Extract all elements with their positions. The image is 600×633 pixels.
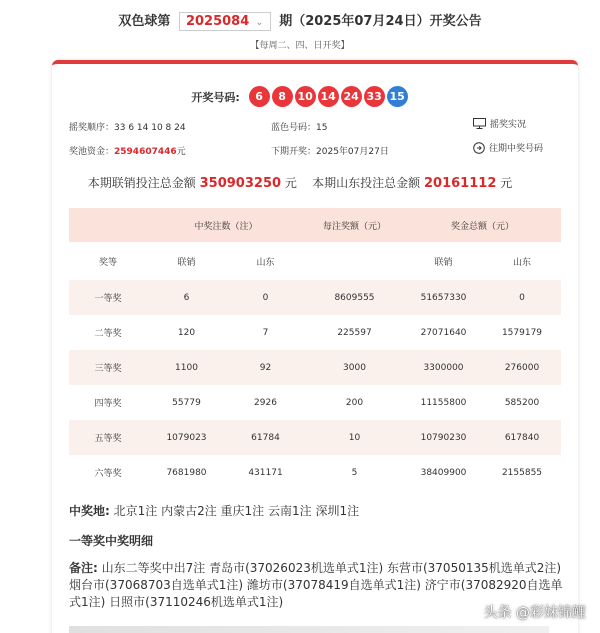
prize-pool [69,144,186,157]
cell-union-total: 10790230 [404,420,483,455]
winning-locations [69,502,359,519]
prize-pool-label: 奖池资金： [69,147,115,157]
cell-per-prize: 225597 [305,315,404,350]
red-ball: 33 [364,86,385,107]
winning-numbers-label: 开奖号码: [191,90,240,104]
next-draw [271,144,389,157]
table-row [69,280,561,315]
note-text: 山东二等奖中出7注 青岛市(37026023机选单式1注) 东营市(37050135机选单式2注) 烟台市(37068703自选单式1注) 潍坊市(37078419自选单式1注) 济宁市(37082920自选单式1注) 日照市(37110246机选单式1注) [69,561,563,609]
cell-level: 三等奖 [69,350,147,385]
prize-pool-unit: 元 [176,147,186,157]
cell-sd-total: 2155855 [483,455,561,490]
cell-sd-count: 431171 [226,455,305,490]
issue-select[interactable] [179,12,271,31]
table-subheader-row [69,242,561,280]
cell-sd-count: 61784 [226,420,305,455]
live-draw-label: 摇奖实况 [490,120,527,130]
cell-sd-total: 585200 [483,385,561,420]
winning-locations-label: 中奖地: [69,504,110,518]
title-suffix: 期（2025年07月24日）开奖公告 [279,14,482,29]
cell-union-total: 11155800 [404,385,483,420]
cell-union-count: 7681980 [147,455,226,490]
cell-union-count: 6 [147,280,226,315]
table-row [69,385,561,420]
blue-number-value: 15 [316,123,328,133]
header-winning-count: 中奖注数（注） [147,208,305,242]
history-link[interactable] [473,141,543,154]
chevron-down-icon: ⌄ [255,17,264,28]
live-draw-link[interactable] [473,117,526,130]
header-total-prize: 奖金总额（元） [404,208,561,242]
cell-union-total: 27071640 [404,315,483,350]
col-union: 联销 [147,242,226,280]
cell-union-total: 38409900 [404,455,483,490]
cell-per-prize: 3000 [305,350,404,385]
red-ball: 6 [249,86,270,107]
union-total-value: 350903250 [199,176,282,191]
ball-list [248,90,409,103]
cell-sd-count: 92 [226,350,305,385]
cell-sd-count: 2926 [226,385,305,420]
cell-per-prize: 10 [305,420,404,455]
cell-union-total: 3300000 [404,350,483,385]
col-shandong: 山东 [226,242,305,280]
sd-total-value: 20161112 [424,176,497,191]
table-row [69,315,561,350]
history-arrow-icon [473,142,485,154]
winning-numbers [0,86,600,107]
winning-locations-text: 北京1注 内蒙古2注 重庆1注 云南1注 深圳1注 [113,504,360,518]
table-row [69,420,561,455]
history-link-label: 往期中奖号码 [489,144,544,154]
sd-total-label: 本期山东投注总金额 [312,176,421,190]
watermark: 头条 @彩妹锦鲤 [483,605,586,621]
cell-sd-count: 0 [226,280,305,315]
prize-pool-value: 2594607446 [114,147,177,157]
cropped-text-line [69,626,549,633]
prize-table [69,208,561,490]
cell-level: 二等奖 [69,315,147,350]
cell-union-total: 51657330 [404,280,483,315]
blue-ball: 15 [387,86,408,107]
blue-number-label: 蓝色号码： [271,123,317,133]
cell-per-prize: 8609555 [305,280,404,315]
red-ball: 10 [295,86,316,107]
cell-union-count: 55779 [147,385,226,420]
draw-order-value: 33 6 14 10 8 24 [114,123,186,133]
table-header-row [69,208,561,242]
cell-sd-total: 276000 [483,350,561,385]
cell-level: 四等奖 [69,385,147,420]
cell-sd-total: 1579179 [483,315,561,350]
union-total-label: 本期联销投注总金额 [87,176,196,190]
monitor-icon [473,118,486,129]
table-row [69,455,561,490]
first-prize-detail-heading: 一等奖中奖明细 [69,534,154,548]
red-ball: 8 [272,86,293,107]
note-label: 备注: [69,561,98,575]
header-blank [69,208,147,242]
cell-sd-total: 0 [483,280,561,315]
sd-total-unit: 元 [500,176,513,190]
cell-sd-total: 617840 [483,420,561,455]
issue-value: 2025084 [185,14,250,29]
header-per-prize: 每注奖额（元） [305,208,404,242]
cell-level: 一等奖 [69,280,147,315]
cell-per-prize: 5 [305,455,404,490]
title-prefix: 双色球第 [118,14,171,29]
draw-order [69,120,186,133]
draw-schedule: 【每周二、四、日开奖】 [250,41,350,51]
page-title [0,10,600,31]
next-draw-value: 2025年07月27日 [316,147,389,157]
col-level: 奖等 [69,242,147,280]
union-total-unit: 元 [284,176,297,190]
draw-order-label: 摇奖顺序： [69,123,115,133]
cell-sd-count: 7 [226,315,305,350]
col-shandong-total: 山东 [483,242,561,280]
cell-union-count: 1079023 [147,420,226,455]
cell-level: 五等奖 [69,420,147,455]
col-blank [305,242,404,280]
prize-table-body [69,280,561,490]
cell-per-prize: 200 [305,385,404,420]
cell-union-count: 120 [147,315,226,350]
cell-union-count: 1100 [147,350,226,385]
col-union-total: 联销 [404,242,483,280]
sales-totals [0,174,600,191]
next-draw-label: 下期开奖： [271,147,317,157]
cell-level: 六等奖 [69,455,147,490]
red-ball: 24 [341,86,362,107]
blue-number [271,120,327,133]
table-row [69,350,561,385]
red-ball: 14 [318,86,339,107]
